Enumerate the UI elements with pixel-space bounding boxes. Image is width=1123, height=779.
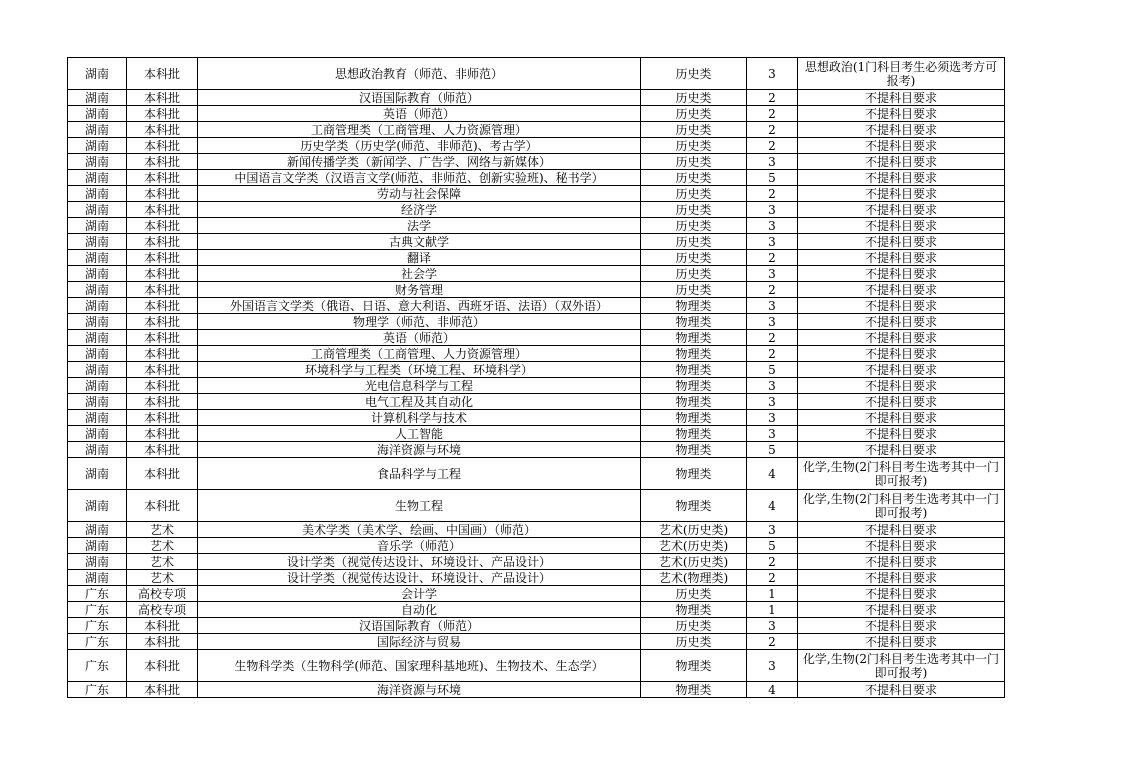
batch-cell: 本科批 — [127, 90, 198, 106]
batch-cell: 艺术 — [127, 554, 198, 570]
table-row — [68, 282, 1005, 298]
table-row — [68, 250, 1005, 266]
province-cell: 湖南 — [68, 458, 127, 490]
quota-cell: 4 — [747, 490, 798, 522]
province-cell: 湖南 — [68, 250, 127, 266]
subject-type-cell: 物理类 — [641, 426, 747, 442]
major-cell: 生物工程 — [198, 490, 641, 522]
table-row — [68, 170, 1005, 186]
table-body — [68, 58, 1005, 698]
table-row — [68, 458, 1005, 490]
province-cell: 湖南 — [68, 122, 127, 138]
major-cell: 美术学类（美术学、绘画、中国画）（师范） — [198, 522, 641, 538]
table-row — [68, 650, 1005, 682]
quota-cell: 5 — [747, 442, 798, 458]
subject-type-cell: 历史类 — [641, 218, 747, 234]
batch-cell: 本科批 — [127, 458, 198, 490]
major-cell: 翻译 — [198, 250, 641, 266]
province-cell: 湖南 — [68, 90, 127, 106]
quota-cell: 2 — [747, 554, 798, 570]
quota-cell: 3 — [747, 522, 798, 538]
batch-cell: 高校专项 — [127, 586, 198, 602]
requirement-cell: 不提科目要求 — [798, 586, 1005, 602]
quota-cell: 3 — [747, 218, 798, 234]
province-cell: 湖南 — [68, 106, 127, 122]
batch-cell: 本科批 — [127, 442, 198, 458]
batch-cell: 本科批 — [127, 618, 198, 634]
quota-cell: 3 — [747, 234, 798, 250]
quota-cell: 3 — [747, 378, 798, 394]
province-cell: 广东 — [68, 602, 127, 618]
subject-type-cell: 历史类 — [641, 634, 747, 650]
quota-cell: 2 — [747, 570, 798, 586]
major-cell: 历史学类（历史学(师范、非师范)、考古学） — [198, 138, 641, 154]
batch-cell: 本科批 — [127, 234, 198, 250]
table-row — [68, 186, 1005, 202]
major-cell: 物理学（师范、非师范） — [198, 314, 641, 330]
requirement-cell: 不提科目要求 — [798, 282, 1005, 298]
requirement-cell: 不提科目要求 — [798, 218, 1005, 234]
batch-cell: 本科批 — [127, 122, 198, 138]
subject-type-cell: 艺术(历史类) — [641, 554, 747, 570]
province-cell: 湖南 — [68, 570, 127, 586]
batch-cell: 本科批 — [127, 378, 198, 394]
subject-type-cell: 历史类 — [641, 186, 747, 202]
major-cell: 国际经济与贸易 — [198, 634, 641, 650]
requirement-cell: 不提科目要求 — [798, 138, 1005, 154]
subject-type-cell: 历史类 — [641, 234, 747, 250]
quota-cell: 2 — [747, 330, 798, 346]
province-cell: 湖南 — [68, 426, 127, 442]
table-row — [68, 90, 1005, 106]
requirement-cell: 不提科目要求 — [798, 186, 1005, 202]
requirement-cell: 化学,生物(2门科目考生选考其中一门即可报考) — [798, 490, 1005, 522]
subject-type-cell: 物理类 — [641, 298, 747, 314]
table-row — [68, 154, 1005, 170]
major-cell: 环境科学与工程类（环境工程、环境科学） — [198, 362, 641, 378]
province-cell: 湖南 — [68, 266, 127, 282]
province-cell: 广东 — [68, 650, 127, 682]
major-cell: 自动化 — [198, 602, 641, 618]
major-cell: 食品科学与工程 — [198, 458, 641, 490]
batch-cell: 本科批 — [127, 250, 198, 266]
table-row — [68, 586, 1005, 602]
major-cell: 经济学 — [198, 202, 641, 218]
requirement-cell: 不提科目要求 — [798, 234, 1005, 250]
subject-type-cell: 历史类 — [641, 282, 747, 298]
requirement-cell: 不提科目要求 — [798, 634, 1005, 650]
province-cell: 湖南 — [68, 330, 127, 346]
quota-cell: 2 — [747, 250, 798, 266]
quota-cell: 1 — [747, 586, 798, 602]
requirement-cell: 不提科目要求 — [798, 410, 1005, 426]
table-row — [68, 554, 1005, 570]
batch-cell: 本科批 — [127, 362, 198, 378]
batch-cell: 本科批 — [127, 202, 198, 218]
major-cell: 劳动与社会保障 — [198, 186, 641, 202]
batch-cell: 本科批 — [127, 650, 198, 682]
quota-cell: 3 — [747, 314, 798, 330]
batch-cell: 本科批 — [127, 266, 198, 282]
requirement-cell: 不提科目要求 — [798, 106, 1005, 122]
quota-cell: 5 — [747, 170, 798, 186]
table-row — [68, 570, 1005, 586]
major-cell: 汉语国际教育（师范） — [198, 90, 641, 106]
province-cell: 湖南 — [68, 234, 127, 250]
major-cell: 工商管理类（工商管理、人力资源管理） — [198, 346, 641, 362]
subject-type-cell: 历史类 — [641, 202, 747, 218]
batch-cell: 本科批 — [127, 634, 198, 650]
subject-type-cell: 历史类 — [641, 154, 747, 170]
batch-cell: 本科批 — [127, 282, 198, 298]
subject-type-cell: 历史类 — [641, 618, 747, 634]
quota-cell: 2 — [747, 90, 798, 106]
requirement-cell: 不提科目要求 — [798, 298, 1005, 314]
batch-cell: 本科批 — [127, 154, 198, 170]
subject-type-cell: 物理类 — [641, 602, 747, 618]
batch-cell: 本科批 — [127, 106, 198, 122]
quota-cell: 5 — [747, 362, 798, 378]
requirement-cell: 不提科目要求 — [798, 266, 1005, 282]
requirement-cell: 不提科目要求 — [798, 202, 1005, 218]
batch-cell: 本科批 — [127, 682, 198, 698]
subject-type-cell: 历史类 — [641, 90, 747, 106]
requirement-cell: 不提科目要求 — [798, 426, 1005, 442]
requirement-cell: 不提科目要求 — [798, 442, 1005, 458]
subject-type-cell: 物理类 — [641, 346, 747, 362]
admission-plan-table — [67, 57, 1005, 698]
major-cell: 计算机科学与技术 — [198, 410, 641, 426]
subject-type-cell: 历史类 — [641, 586, 747, 602]
batch-cell: 本科批 — [127, 170, 198, 186]
subject-type-cell: 物理类 — [641, 362, 747, 378]
province-cell: 湖南 — [68, 378, 127, 394]
subject-type-cell: 历史类 — [641, 122, 747, 138]
quota-cell: 4 — [747, 458, 798, 490]
major-cell: 生物科学类（生物科学(师范、国家理科基地班)、生物技术、生态学） — [198, 650, 641, 682]
quota-cell: 2 — [747, 186, 798, 202]
requirement-cell: 不提科目要求 — [798, 602, 1005, 618]
table-row — [68, 122, 1005, 138]
table-row — [68, 410, 1005, 426]
quota-cell: 3 — [747, 266, 798, 282]
table-row — [68, 298, 1005, 314]
quota-cell: 2 — [747, 346, 798, 362]
table-row — [68, 634, 1005, 650]
major-cell: 法学 — [198, 218, 641, 234]
requirement-cell: 不提科目要求 — [798, 330, 1005, 346]
major-cell: 人工智能 — [198, 426, 641, 442]
requirement-cell: 思想政治(1门科目考生必须选考方可报考) — [798, 58, 1005, 90]
requirement-cell: 不提科目要求 — [798, 682, 1005, 698]
major-cell: 思想政治教育（师范、非师范） — [198, 58, 641, 90]
table-row — [68, 442, 1005, 458]
batch-cell: 本科批 — [127, 346, 198, 362]
province-cell: 广东 — [68, 634, 127, 650]
requirement-cell: 不提科目要求 — [798, 554, 1005, 570]
batch-cell: 艺术 — [127, 570, 198, 586]
requirement-cell: 不提科目要求 — [798, 378, 1005, 394]
requirement-cell: 不提科目要求 — [798, 154, 1005, 170]
major-cell: 工商管理类（工商管理、人力资源管理） — [198, 122, 641, 138]
requirement-cell: 不提科目要求 — [798, 90, 1005, 106]
table-row — [68, 394, 1005, 410]
quota-cell: 4 — [747, 682, 798, 698]
table-row — [68, 522, 1005, 538]
subject-type-cell: 历史类 — [641, 58, 747, 90]
table-row — [68, 618, 1005, 634]
subject-type-cell: 历史类 — [641, 250, 747, 266]
subject-type-cell: 艺术(历史类) — [641, 538, 747, 554]
quota-cell: 1 — [747, 602, 798, 618]
batch-cell: 艺术 — [127, 522, 198, 538]
requirement-cell: 不提科目要求 — [798, 362, 1005, 378]
quota-cell: 2 — [747, 634, 798, 650]
subject-type-cell: 物理类 — [641, 394, 747, 410]
table-row — [68, 682, 1005, 698]
quota-cell: 3 — [747, 618, 798, 634]
major-cell: 音乐学（师范） — [198, 538, 641, 554]
requirement-cell: 化学,生物(2门科目考生选考其中一门即可报考) — [798, 650, 1005, 682]
quota-cell: 3 — [747, 650, 798, 682]
batch-cell: 高校专项 — [127, 602, 198, 618]
province-cell: 湖南 — [68, 58, 127, 90]
subject-type-cell: 物理类 — [641, 490, 747, 522]
province-cell: 湖南 — [68, 410, 127, 426]
province-cell: 湖南 — [68, 202, 127, 218]
province-cell: 湖南 — [68, 522, 127, 538]
major-cell: 光电信息科学与工程 — [198, 378, 641, 394]
subject-type-cell: 历史类 — [641, 170, 747, 186]
subject-type-cell: 物理类 — [641, 682, 747, 698]
quota-cell: 2 — [747, 282, 798, 298]
table-row — [68, 378, 1005, 394]
subject-type-cell: 物理类 — [641, 650, 747, 682]
quota-cell: 3 — [747, 426, 798, 442]
table-row — [68, 602, 1005, 618]
subject-type-cell: 物理类 — [641, 378, 747, 394]
subject-type-cell: 历史类 — [641, 106, 747, 122]
requirement-cell: 不提科目要求 — [798, 570, 1005, 586]
table-row — [68, 218, 1005, 234]
batch-cell: 本科批 — [127, 298, 198, 314]
table-row — [68, 314, 1005, 330]
quota-cell: 3 — [747, 410, 798, 426]
quota-cell: 3 — [747, 154, 798, 170]
quota-cell: 2 — [747, 138, 798, 154]
major-cell: 海洋资源与环境 — [198, 682, 641, 698]
quota-cell: 5 — [747, 538, 798, 554]
table-row — [68, 266, 1005, 282]
table-row — [68, 58, 1005, 90]
major-cell: 英语（师范） — [198, 106, 641, 122]
batch-cell: 本科批 — [127, 58, 198, 90]
batch-cell: 本科批 — [127, 218, 198, 234]
major-cell: 新闻传播学类（新闻学、广告学、网络与新媒体） — [198, 154, 641, 170]
requirement-cell: 不提科目要求 — [798, 122, 1005, 138]
subject-type-cell: 历史类 — [641, 138, 747, 154]
major-cell: 设计学类（视觉传达设计、环境设计、产品设计） — [198, 570, 641, 586]
major-cell: 外国语言文学类（俄语、日语、意大利语、西班牙语、法语）（双外语） — [198, 298, 641, 314]
requirement-cell: 不提科目要求 — [798, 538, 1005, 554]
province-cell: 湖南 — [68, 154, 127, 170]
province-cell: 湖南 — [68, 282, 127, 298]
major-cell: 设计学类（视觉传达设计、环境设计、产品设计） — [198, 554, 641, 570]
major-cell: 电气工程及其自动化 — [198, 394, 641, 410]
batch-cell: 本科批 — [127, 186, 198, 202]
province-cell: 湖南 — [68, 490, 127, 522]
province-cell: 广东 — [68, 618, 127, 634]
quota-cell: 2 — [747, 122, 798, 138]
subject-type-cell: 物理类 — [641, 330, 747, 346]
batch-cell: 艺术 — [127, 538, 198, 554]
requirement-cell: 不提科目要求 — [798, 346, 1005, 362]
province-cell: 湖南 — [68, 186, 127, 202]
batch-cell: 本科批 — [127, 330, 198, 346]
table-row — [68, 234, 1005, 250]
table-row — [68, 346, 1005, 362]
quota-cell: 2 — [747, 106, 798, 122]
province-cell: 广东 — [68, 586, 127, 602]
batch-cell: 本科批 — [127, 314, 198, 330]
requirement-cell: 不提科目要求 — [798, 170, 1005, 186]
table-row — [68, 490, 1005, 522]
province-cell: 湖南 — [68, 442, 127, 458]
table-row — [68, 426, 1005, 442]
quota-cell: 3 — [747, 394, 798, 410]
province-cell: 湖南 — [68, 170, 127, 186]
province-cell: 广东 — [68, 682, 127, 698]
requirement-cell: 不提科目要求 — [798, 618, 1005, 634]
batch-cell: 本科批 — [127, 410, 198, 426]
province-cell: 湖南 — [68, 538, 127, 554]
province-cell: 湖南 — [68, 218, 127, 234]
province-cell: 湖南 — [68, 346, 127, 362]
province-cell: 湖南 — [68, 298, 127, 314]
requirement-cell: 不提科目要求 — [798, 314, 1005, 330]
subject-type-cell: 物理类 — [641, 458, 747, 490]
table-row — [68, 202, 1005, 218]
requirement-cell: 化学,生物(2门科目考生选考其中一门即可报考) — [798, 458, 1005, 490]
subject-type-cell: 物理类 — [641, 410, 747, 426]
quota-cell: 3 — [747, 202, 798, 218]
requirement-cell: 不提科目要求 — [798, 522, 1005, 538]
subject-type-cell: 物理类 — [641, 442, 747, 458]
major-cell: 会计学 — [198, 586, 641, 602]
batch-cell: 本科批 — [127, 394, 198, 410]
requirement-cell: 不提科目要求 — [798, 250, 1005, 266]
batch-cell: 本科批 — [127, 138, 198, 154]
major-cell: 英语（师范） — [198, 330, 641, 346]
major-cell: 中国语言文学类（汉语言文学(师范、非师范、创新实验班)、秘书学） — [198, 170, 641, 186]
requirement-cell: 不提科目要求 — [798, 394, 1005, 410]
table-row — [68, 138, 1005, 154]
province-cell: 湖南 — [68, 394, 127, 410]
province-cell: 湖南 — [68, 362, 127, 378]
major-cell: 汉语国际教育（师范） — [198, 618, 641, 634]
subject-type-cell: 物理类 — [641, 314, 747, 330]
province-cell: 湖南 — [68, 314, 127, 330]
province-cell: 湖南 — [68, 138, 127, 154]
major-cell: 古典文献学 — [198, 234, 641, 250]
table-row — [68, 106, 1005, 122]
subject-type-cell: 历史类 — [641, 266, 747, 282]
major-cell: 社会学 — [198, 266, 641, 282]
table-row — [68, 538, 1005, 554]
quota-cell: 3 — [747, 298, 798, 314]
subject-type-cell: 艺术(物理类) — [641, 570, 747, 586]
table-row — [68, 362, 1005, 378]
subject-type-cell: 艺术(历史类) — [641, 522, 747, 538]
major-cell: 海洋资源与环境 — [198, 442, 641, 458]
province-cell: 湖南 — [68, 554, 127, 570]
batch-cell: 本科批 — [127, 426, 198, 442]
batch-cell: 本科批 — [127, 490, 198, 522]
quota-cell: 3 — [747, 58, 798, 90]
major-cell: 财务管理 — [198, 282, 641, 298]
table-row — [68, 330, 1005, 346]
